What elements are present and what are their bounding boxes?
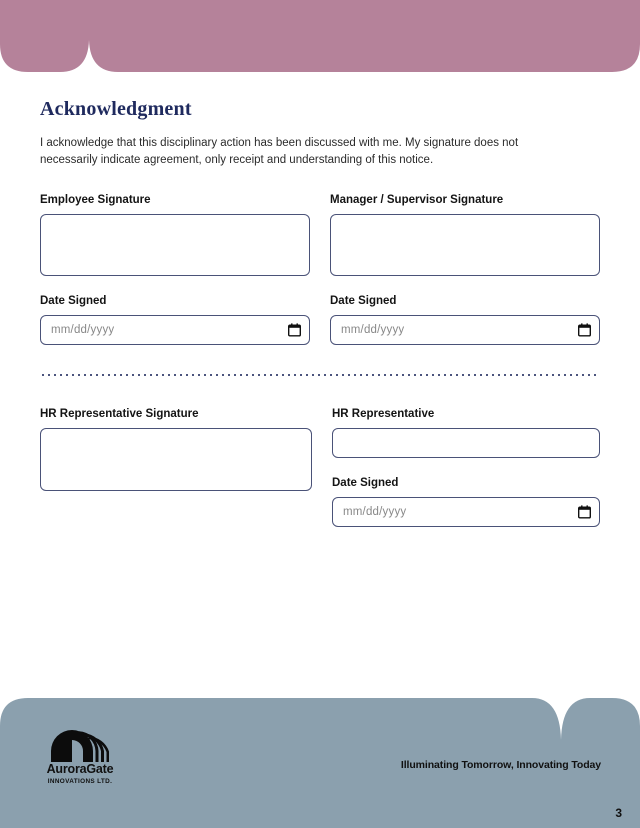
employee-signature-group: [40, 194, 310, 276]
employee-date-input[interactable]: [40, 315, 310, 345]
calendar-icon[interactable]: [578, 323, 591, 337]
hr-signature-label: HR Representative Signature: [40, 408, 199, 421]
manager-signature-label: Manager / Supervisor Signature: [330, 194, 504, 207]
hr-signature-group: [40, 408, 312, 491]
company-name: AuroraGate: [46, 762, 114, 776]
manager-date-group: [330, 295, 600, 345]
employee-date-label: Date Signed: [40, 295, 107, 308]
header-decoration: [0, 0, 640, 72]
employee-signature-label: Employee Signature: [40, 194, 151, 207]
hr-name-group: [332, 408, 600, 458]
hr-date-input[interactable]: [332, 497, 600, 527]
hr-date-group: [332, 477, 600, 527]
signature-section-two: [40, 408, 600, 527]
hr-date-placeholder: mm/dd/yyyy: [343, 506, 407, 519]
employee-date-group: [40, 295, 310, 345]
signature-section-one: [40, 194, 600, 345]
employee-column: [40, 194, 310, 345]
aurora-arch-logo-icon: [49, 728, 111, 762]
calendar-icon[interactable]: [288, 323, 301, 337]
page-number: 3: [615, 806, 622, 820]
manager-date-input[interactable]: [330, 315, 600, 345]
dotted-divider: [40, 374, 600, 376]
hr-details-column: [332, 408, 600, 527]
acknowledgment-intro-text: I acknowledge that this disciplinary action has been discussed with me. My signature does not necessarily indicate agreement, only receipt and understanding of this notice.: [40, 137, 519, 166]
manager-signature-box[interactable]: [330, 214, 600, 276]
footer-content: [0, 698, 640, 828]
hr-signature-box[interactable]: [40, 428, 312, 491]
page-title: Acknowledgment: [40, 98, 192, 120]
company-logo: [43, 728, 117, 785]
page-footer: [0, 698, 640, 828]
hr-name-label: HR Representative: [332, 408, 435, 421]
manager-signature-group: [330, 194, 600, 276]
hr-name-input[interactable]: [332, 428, 600, 458]
page-content: [0, 72, 640, 527]
employee-signature-box[interactable]: [40, 214, 310, 276]
employee-date-placeholder: mm/dd/yyyy: [51, 324, 115, 337]
manager-date-label: Date Signed: [330, 295, 397, 308]
hr-signature-column: [40, 408, 312, 527]
manager-column: [330, 194, 600, 345]
hr-date-label: Date Signed: [332, 477, 399, 490]
footer-tagline: Illuminating Tomorrow, Innovating Today: [400, 759, 601, 771]
header-shape: [0, 0, 640, 72]
calendar-icon[interactable]: [578, 505, 591, 519]
company-subtitle: INNOVATIONS LTD.: [47, 777, 113, 785]
manager-date-placeholder: mm/dd/yyyy: [341, 324, 405, 337]
